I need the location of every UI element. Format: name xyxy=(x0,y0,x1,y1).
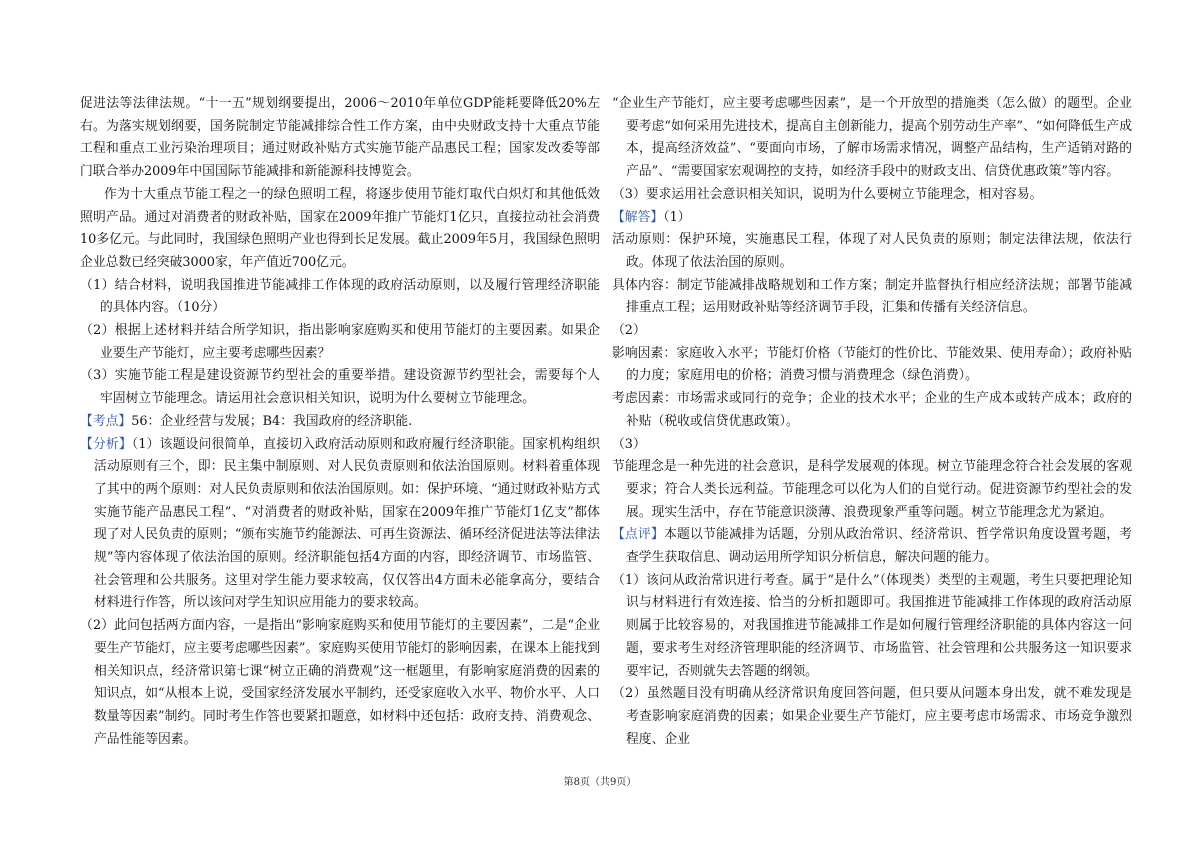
fenxi-part-1: （1）该题设问很简单，直接切入政府活动原则和政府履行经济职能。国家机构组织活动原则有三个，即：民主集中制原则、对人民负责原则和依法治国原则。材料着重体现了其中的两个原则：对人民负责原则和依法治国原则。如：保护环境、“通过财政补贴方式实施节能产品惠民工程”、“对消费者的财政补贴，国家在2009年推广节能灯1亿支”都体现了对人民负责的原则；“颁布实施节约能源法、可再生资源法、循环经济促进法等法律法规”等内容体现了依法治国的原则。经济职能包括4方面的内容，即经济调节、市场监管、社会管理和公共服务。这里对学生能力要求较高，仅仅答出4方面未必能拿高分，要结合材料进行作答，所以该问对学生知识应用能力的要求较高。 xyxy=(94,436,600,611)
left-column xyxy=(80,93,600,751)
fenxi-section xyxy=(80,434,600,616)
jieda-part-2-label: （2） xyxy=(612,323,646,339)
fenxi-part-3: （3）要求运用社会意识相关知识，说明为什么要树立节能理念，相对容易。 xyxy=(612,186,1043,202)
question-1: （1）结合材料，说明我国推进节能减排工作体现的政府活动原则，以及履行管理经济职能的具体内容。（10分） xyxy=(80,277,600,316)
kaodian-section xyxy=(80,411,600,434)
dianping-tag: 【点评】 xyxy=(612,527,665,543)
kaodian-text: 56：企业经营与发展；B4：我国政府的经济职能. xyxy=(131,413,413,429)
jieda-tag: 【解答】 xyxy=(612,209,664,225)
kaodian-tag: 【考点】 xyxy=(80,413,132,429)
right-column xyxy=(612,93,1132,751)
jieda-section xyxy=(612,207,1132,230)
question-2: （2）根据上述材料并结合所学知识，指出影响家庭购买和使用节能灯的主要因素。如果企业要生产节能灯，应主要考虑哪些因素？ xyxy=(80,323,600,361)
jieda-part-3-label: （3） xyxy=(612,436,646,452)
answer-influence-factors: 影响因素：家庭收入水平；节能灯价格（节能灯的性价比、节能效果、使用寿命）；政府补贴的力度；家庭用电的价格；消费习惯与消费理念（绿色消费）。 xyxy=(612,345,1132,384)
dianping-text: 本题以节能减排为话题，分别从政治常识、经济常识、哲学常识角度设置考题，考查学生获取信息、调动运用所学知识分析信息，解决问题的能力。 xyxy=(626,527,1133,566)
fenxi-continued: “企业生产节能灯，应主要考虑哪些因素”，是一个开放型的措施类（怎么做）的题型。企业要考虑“如何采用先进技术，提高自主创新能力，提高个别劳动生产率”、“如何降低生产成本，提高经济效益”、“要面向市场，了解市场需求情况，调整产品结构，生产适销对路的产品”、“需要国家宏观调控的支持，如经济手段中的财政支出、信贷优惠政策”等内容。 xyxy=(612,96,1132,180)
answer-energy-concept: 节能理念是一种先进的社会意识，是科学发展观的体现。树立节能理念符合社会发展的客观要求；符合人类长远利益。节能理念可以化为人们的自觉行动。促进资源节约型社会的发展。现实生活中，存在节能意识淡薄、浪费现象严重等问题。树立节能理念尤为紧迫。 xyxy=(612,459,1132,520)
page-number-footer: 第8页（共9页） xyxy=(563,777,637,788)
fenxi-tag: 【分析】 xyxy=(80,436,132,452)
answer-consideration-factors: 考虑因素：市场需求或同行的竞争；企业的技术水平；企业的生产成本或转产成本；政府的补贴（税收或信贷优惠政策）。 xyxy=(612,391,1132,429)
dianping-part-2: （2）虽然题目没有明确从经济常识角度回答问题，但只要从问题本身出发，就不难发现是考查影响家庭消费的因素；如果企业要生产节能灯，应主要考虑市场需求、市场竞争激烈程度、企业 xyxy=(612,686,1132,747)
material-paragraph-1: 促进法等法律法规。“十一五”规划纲要提出，2006～2010年单位GDP能耗要降低20%左右。为落实规划纲要，国务院制定节能减排综合性工作方案，由中央财政支持十大重点节能工程和重点工业污染治理项目；通过财政补贴方式实施节能产品惠民工程；国家发改委等部门联合举办2009年中国国际节能减排和新能源科技博览会。 xyxy=(80,96,600,180)
dianping-section xyxy=(612,524,1132,569)
dianping-part-1: （1）该问从政治常识进行考查。属于“是什么”（体现类）类型的主观题，考生只要把理论知识与材料进行有效连接、恰当的分析扣题即可。我国推进节能减排工作体现的政府活动原则属于比较容易的，对我国推进节能减排工作是如何履行管理经济职能的具体内容这一问题，要求考生对经济管理职能的经济调节、市场监管、社会管理和公共服务这一知识要求要牢记，否则就失去答题的纲领。 xyxy=(612,572,1132,679)
question-3: （3）实施节能工程是建设资源节约型社会的重要举措。建设资源节约型社会，需要每个人牢固树立节能理念。请运用社会意识相关知识，说明为什么要树立节能理念。 xyxy=(80,368,600,407)
answer-activity-principle: 活动原则：保护环境，实施惠民工程，体现了对人民负责的原则；制定法律法规，依法行政。体现了依法治国的原则。 xyxy=(612,232,1132,270)
jieda-part-1-label: （1） xyxy=(663,209,691,225)
material-paragraph-2: 作为十大重点节能工程之一的绿色照明工程，将逐步使用节能灯取代白炽灯和其他低效照明产品。通过对消费者的财政补贴，国家在2009年推广节能灯1亿只，直接拉动社会消费10多亿元。与此同时，我国绿色照明产业也得到长足发展。截止2009年5月，我国绿色照明企业总数已经突破3000家，年产值近700亿元。 xyxy=(80,186,600,270)
fenxi-part-2: （2）此问包括两方面内容，一是指出“影响家庭购买和使用节能灯的主要因素”，二是“企业要生产节能灯，应主要考虑哪些因素”。家庭购买使用节能灯的影响因素，在课本上能找到相关知识点，经济常识第七课“树立正确的消费观”这一框题里，有影响家庭消费的因素的知识点，如“从根本上说，受国家经济发展水平制约，还受家庭收入水平、物价水平、人口数量等因素”制约。同时考生作答也要紧扣题意，如材料中还包括：政府支持、消费观念、产品性能等因素。 xyxy=(80,618,600,747)
answer-specific-content: 具体内容：制定节能减排战略规划和工作方案；制定并监督执行相应经济法规；部署节能减排重点工程；运用财政补贴等经济调节手段，汇集和传播有关经济信息。 xyxy=(612,277,1132,316)
